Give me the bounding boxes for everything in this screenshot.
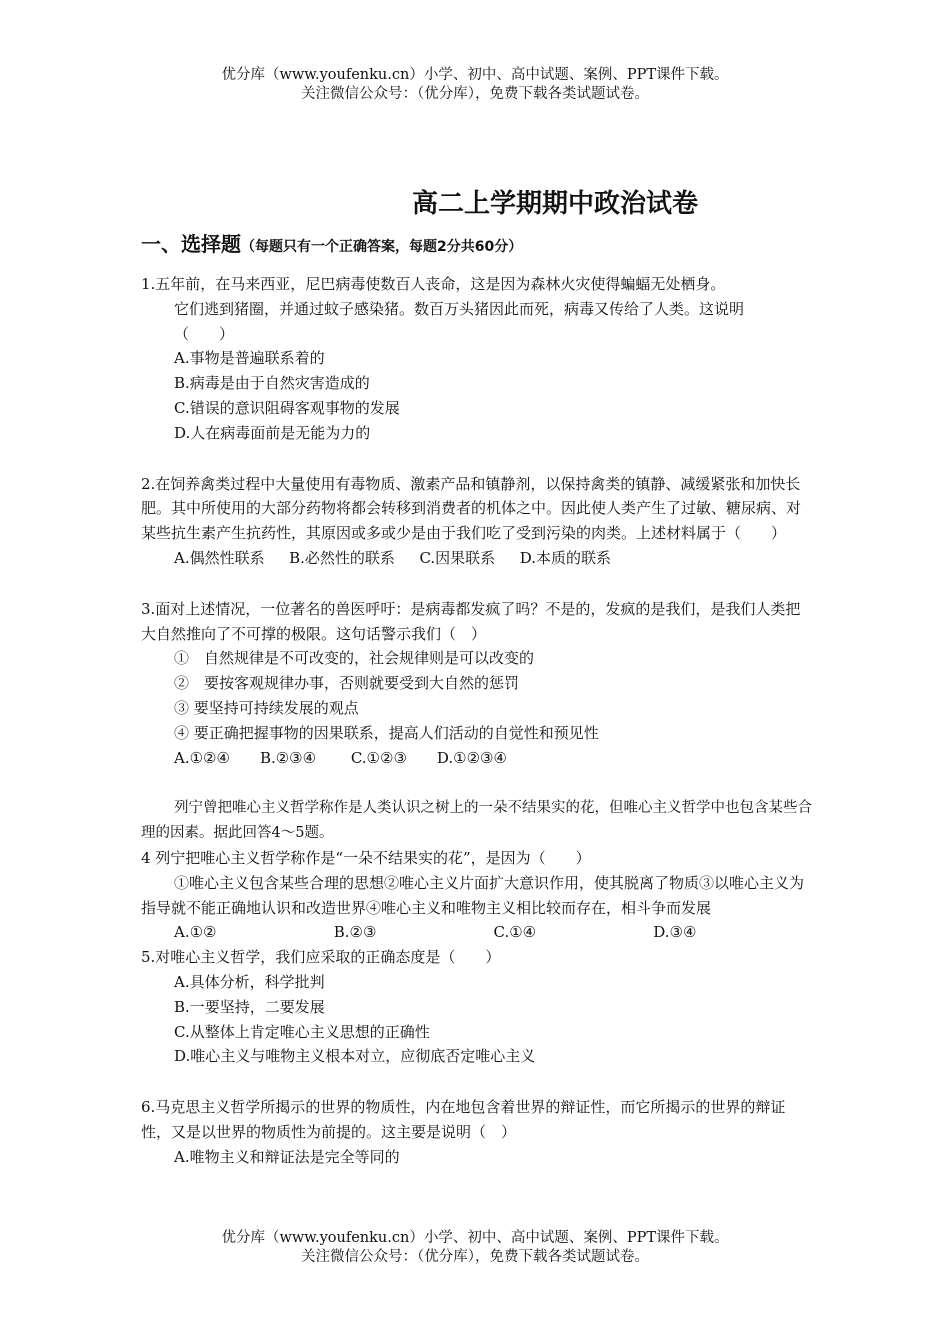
reading-passage: 列宁曾把唯心主义哲学称作是人类认识之树上的一朵不结果实的花，但唯心主义哲学中也包含某些合理的因素。据此回答4～5题。	[141, 800, 812, 842]
question-2-options: A.偶然性联系 B.必然性的联系 C.因果联系 D.本质的联系	[174, 548, 611, 567]
question-1-option-a: A.事物是普遍联系着的	[174, 349, 325, 368]
section-note: （每题只有一个正确答案，每题2分共60分）	[241, 239, 523, 255]
question-4-option-b: B.②③	[333, 923, 377, 942]
question-4-option-d: D.③④	[653, 923, 697, 942]
question-5	[141, 945, 813, 1069]
question-4-options	[141, 920, 813, 945]
question-6	[141, 1095, 813, 1169]
question-list	[141, 272, 813, 1170]
question-3-item-2: ② 要按客观规律办事，否则就要受到大自然的惩罚	[174, 674, 520, 693]
question-6-stem: 6.马克思主义哲学所揭示的世界的物质性，内在地包含着世界的辩证性，而它所揭示的世界的辩证性，又是以世界的物质性为前提的。这主要是说明（ ）	[141, 1098, 786, 1141]
question-3-item-4: ④ 要正确把握事物的因果联系，提高人们活动的自觉性和预见性	[174, 723, 599, 742]
question-4	[141, 846, 813, 945]
section-heading	[141, 228, 522, 257]
question-4-stem: 4 列宁把唯心主义哲学称作是“一朵不结果实的花”，是因为（ ）	[141, 848, 591, 867]
question-4-body: ①唯心主义包含某些合理的思想②唯心主义片面扩大意识作用，使其脱离了物质③以唯心主义为指导就不能正确地认识和改造世界④唯心主义和唯物主义相比较而存在，相斗争而发展	[141, 873, 805, 917]
header-line-2: 关注微信公众号：（优分库），免费下载各类试题试卷。	[301, 86, 649, 102]
question-5-stem: 5.对唯心主义哲学，我们应采取的正确态度是（ ）	[141, 948, 501, 967]
question-5-option-b: B.一要坚持，二要发展	[174, 997, 325, 1016]
question-1	[141, 272, 813, 446]
question-6-option-a: A.唯物主义和辩证法是完全等同的	[174, 1147, 400, 1166]
question-3	[141, 597, 813, 771]
question-1-stem-line-3: （ ）	[174, 324, 235, 343]
question-3-item-3: ③ 要坚持可持续发展的观点	[174, 698, 359, 717]
question-2	[141, 472, 813, 571]
question-1-option-b: B.病毒是由于自然灾害造成的	[174, 374, 370, 393]
page-footer	[0, 1229, 950, 1267]
question-4-option-a: A.①②	[174, 923, 217, 942]
section-title: 一、选择题	[141, 232, 241, 256]
question-3-stem: 3.面对上述情况，一位著名的兽医呼吁：是病毒都发疯了吗？不是的，发疯的是我们，是我们人类把大自然推向了不可撑的极限。这句话警示我们（ ）	[141, 599, 801, 643]
question-1-stem-line-2: 它们逃到猪圈，并通过蚊子感染猪。数百万头猪因此而死，病毒又传给了人类。这说明	[174, 299, 745, 318]
question-1-option-c: C.错误的意识阻碍客观事物的发展	[174, 398, 400, 417]
page-title: 高二上学期期中政治试卷	[411, 189, 698, 219]
header-line-1: 优分库（www.youfenku.cn）小学、初中、高中试题、案例、PPT课件下载。	[221, 67, 729, 83]
question-5-option-a: A.具体分析，科学批判	[174, 972, 325, 991]
question-1-option-d: D.人在病毒面前是无能为力的	[174, 423, 371, 442]
question-1-stem-line-1: 1.五年前，在马来西亚，尼巴病毒使数百人丧命，这是因为森林火灾使得蝙蝠无处栖身。	[141, 275, 726, 293]
footer-line-1: 优分库（www.youfenku.cn）小学、初中、高中试题、案例、PPT课件下载。	[221, 1230, 729, 1246]
question-3-item-1: ① 自然规律是不可改变的，社会规律则是可以改变的	[174, 649, 535, 668]
question-5-option-c: C.从整体上肯定唯心主义思想的正确性	[174, 1022, 430, 1041]
question-5-option-d: D.唯心主义与唯物主义根本对立，应彻底否定唯心主义	[174, 1047, 536, 1066]
question-4-option-c: C.①④	[493, 923, 537, 942]
footer-line-2: 关注微信公众号：（优分库），免费下载各类试题试卷。	[301, 1249, 649, 1265]
question-3-options: A.①②④ B.②③④ C.①②③ D.①②③④	[174, 748, 507, 767]
question-2-stem: 2.在饲养禽类过程中大量使用有毒物质、激素产品和镇静剂，以保持禽类的镇静、减缓紧张和加快长肥。其中所使用的大部分药物将都会转移到消费者的机体之中。因此使人类产生了过敏、糖尿病、对某些抗生素产生抗药性，其原因或多或少是由于我们吃了受到污染的肉类。上述材料属于（ ）	[141, 474, 802, 543]
page-header	[0, 66, 950, 104]
